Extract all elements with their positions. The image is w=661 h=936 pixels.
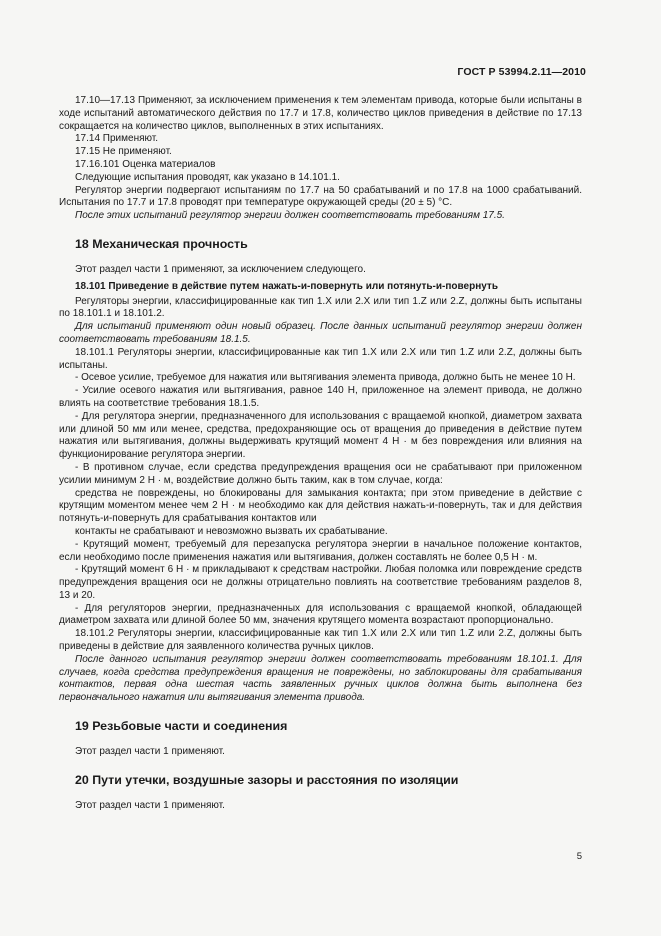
- section-18-heading: 18 Механическая прочность: [75, 236, 248, 251]
- section-19-heading: 19 Резьбовые части и соединения: [75, 719, 288, 734]
- paragraph-tests-count: Регулятор энергии подвергают испытаниям по 17.7 на 50 срабатываний и по 17.8 на 1000 срабатываний. Испытания по 17.7 и 17.8 проводят при температуре окружающей среды (20 ± 5) °С.: [59, 184, 582, 209]
- document-header: ГОСТ Р 53994.2.11—2010: [457, 66, 586, 78]
- paragraph-after-tests: После этих испытаний регулятор энергии должен соответствовать требованиям 17.5.: [75, 210, 505, 222]
- list-item-torque-6nm: - Крутящий момент 6 Н · м прикладывают к средствам настройки. Любая поломка или повреждение средств предупреждения вращения оси не должны отрицательно повлиять на соответствие требованиям разделов 8, 13 и 20.: [59, 564, 582, 601]
- list-item-axial-push: - Усилие осевого нажатия или вытягивания, равное 140 Н, приложенное на элемент привода, не должно влиять на соответствие требования 18.1.5.: [59, 385, 582, 409]
- subsection-18-101-heading: 18.101 Приведение в действие путем нажать-и-повернуть или потянуть-и-повернуть: [75, 280, 498, 292]
- list-item-axial-force: - Осевое усилие, требуемое для нажатия или вытягивания элемента привода, должно быть не менее 10 Н.: [75, 372, 576, 384]
- list-item-rotary-knob: - Для регулятора энергии, предназначенного для использования с вращаемой кнопкой, диаметром захвата или длиной 50 мм или менее, средства, предохраняющие ось от вращения до приведения в действие путем нажатия или вытягивания, должны выдерживать крутящий момент 4 Н · м без повреждения или влияния на функционирование регулятора энергии.: [59, 410, 582, 461]
- paragraph-after-18-101-2: После данного испытания регулятор энергии должен соответствовать требованиям 18.101.1. Для случаев, когда средства предупреждения вращения не повреждены, но заблокированы для срабатывания контактов, первая одна шестая часть заявленных ручных циклов должна быть выполнена без первоначального нажатия или вытягивания элемента привода.: [59, 653, 582, 704]
- paragraph-19: Этот раздел части 1 применяют.: [75, 746, 225, 758]
- paragraph-contacts-not-operate: контакты не срабатывают и невозможно вызвать их срабатывание.: [75, 525, 388, 537]
- paragraph-tests-intro: Следующие испытания проводят, как указано в 14.101.1.: [75, 171, 340, 183]
- paragraph-18-101-sample: Для испытаний применяют один новый образец. После данных испытаний регулятор энергии должен соответствовать требованиям 18.1.5.: [59, 321, 582, 345]
- page-number: 5: [576, 851, 582, 862]
- paragraph-17-15: 17.15 Не применяют.: [75, 146, 172, 158]
- paragraph-17-14: 17.14 Применяют.: [75, 133, 159, 145]
- paragraph-18-101-2: 18.101.2 Регуляторы энергии, классифицированные как тип 1.X или 2.X или тип 1.Z или 2.Z, должны быть приведены в действие для заявленного количества ручных циклов.: [59, 628, 582, 653]
- paragraph-means-not-damaged: средства не повреждены, но блокированы для замыкания контакта; при этом приведение в действие с крутящим моментом менее чем 2 Н · м необходимо как для действия нажать-и-повернуть, так и для действия потянуть-и-повернуть для срабатывания контактов или: [59, 487, 582, 525]
- document-body: [59, 95, 582, 813]
- list-item-otherwise: - В противном случае, если средства предупреждения вращения оси не срабатывают при приложенном усилии минимум 2 Н · м, воздействие должно быть таким, как в том случае, когда:: [59, 461, 582, 486]
- list-item-larger-knob: - Для регуляторов энергии, предназначенных для использования с вращаемой кнопкой, обладающей диаметром захвата или длиной более 50 мм, значения крутящего момента возрастают пропорционально.: [59, 602, 582, 627]
- list-item-reset-torque: - Крутящий момент, требуемый для перезапуска регулятора энергии в начальное положение контактов, если необходимо после применения нажатия или вытягивания, должен составлять не более 0,5 Н · м.: [59, 538, 582, 563]
- paragraph-18-101: Регуляторы энергии, классифицированные как тип 1.X или 2.X или тип 1.Z или 2.Z, должны быть испытаны по 18.101.1 и 18.101.2.: [59, 295, 582, 320]
- paragraph-17-10: 17.10—17.13 Применяют, за исключением применения к тем элементам привода, которые были испытаны в ходе испытаний автоматического действия по 17.7 и 17.8, количество циклов приведения в действие по 17.13 сокращается на количество циклов, выполненных в этих испытаниях.: [59, 95, 582, 132]
- section-20-heading: 20 Пути утечки, воздушные зазоры и расстояния по изоляции: [75, 772, 459, 787]
- paragraph-20: Этот раздел части 1 применяют.: [75, 799, 225, 811]
- paragraph-18-intro: Этот раздел части 1 применяют, за исключением следующего.: [75, 263, 366, 275]
- paragraph-17-16-101: 17.16.101 Оценка материалов: [75, 158, 216, 170]
- paragraph-18-101-1: 18.101.1 Регуляторы энергии, классифицированные как тип 1.X или 2.X или тип 1.Z или 2.Z, должны быть испытаны.: [59, 346, 582, 371]
